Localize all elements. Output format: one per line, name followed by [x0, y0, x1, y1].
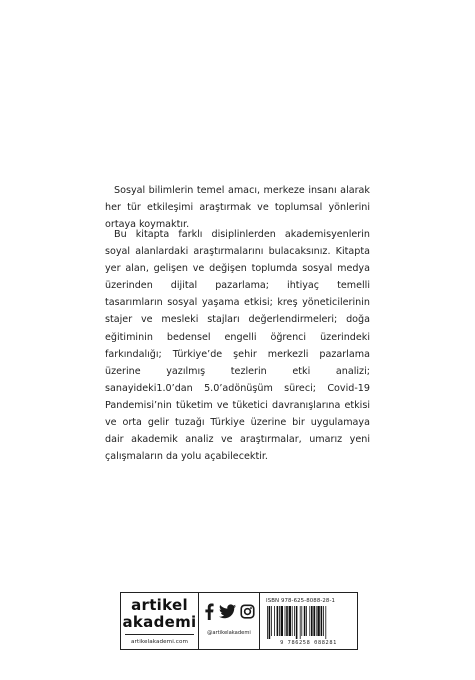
barcode — [266, 606, 350, 639]
barcode-bar — [311, 606, 313, 636]
barcode-bar — [292, 606, 293, 636]
paragraph-1: Sosyal bilimlerin temel amacı, merkeze insanı alarak her tür etkileşimi araştırmak ve toplumsal yönlerini ortaya koymaktır. — [105, 185, 370, 231]
barcode-bar — [277, 606, 279, 636]
barcode-bar — [289, 606, 291, 636]
logo-text-top: artikel — [131, 596, 188, 614]
barcode-bar — [323, 606, 324, 636]
barcode-bar — [286, 606, 288, 636]
barcode-bar — [279, 606, 280, 636]
logo-divider — [125, 634, 194, 635]
barcode-bar — [274, 606, 275, 636]
publisher-footer — [120, 592, 358, 650]
facebook-icon — [203, 603, 215, 624]
barcode-bar — [285, 606, 286, 636]
barcode-bar — [267, 606, 268, 639]
instagram-icon — [240, 604, 255, 623]
barcode-digits: 9 786258 088281 — [280, 640, 337, 646]
barcode-bar — [281, 606, 283, 636]
paragraph-2: Bu kitapta farklı disiplinlerden akademisyenlerin soyal alanlardaki araştırmalarını bulacaksınız. Kitapta yer alan, gelişen ve değişen toplumda sosyal medya üzerinden dijital pazarlama; ihtiyaç temelli tasarımların sosyal yaşama etkisi; kreş yöneticilerinin stajer ve mesleki stajları değerlendirmeleri; doğa eğitiminin bedensel engelli öğrenci üzerindeki farkındalığı; Türkiye’de şehir merkezli pazarlama üzerine yazılmış tezlerin etki analizi; sanayideki1.0’dan 5.0’adönüşüm süreci; Covid-19 Pandemisi’nin tüketim ve tüketici davranışlarına etkisi ve orta gelir tuzağı Türkiye üzerine bir uygulamaya dair akademik analiz ve araştırmalar, umarız yeni çalışmaların da yolu açabilecektir. — [105, 229, 370, 463]
social-media-box — [198, 592, 260, 650]
social-icons — [199, 603, 259, 624]
social-handle: @artikelakademi — [207, 630, 251, 636]
barcode-bar — [271, 606, 272, 636]
publisher-logo — [120, 592, 198, 650]
barcode-bar — [301, 606, 302, 636]
barcode-bar — [313, 606, 315, 636]
barcode-bar — [309, 606, 310, 636]
barcode-bar — [269, 606, 271, 639]
barcode-bar — [306, 606, 307, 636]
barcode-bar — [300, 606, 301, 639]
isbn-number: ISBN 978-625-8088-28-1 — [266, 598, 336, 604]
barcode-bar — [321, 606, 323, 636]
logo-text-bottom: akademi — [122, 613, 197, 631]
barcode-bar — [294, 606, 295, 636]
twitter-icon — [219, 604, 236, 623]
isbn-box — [260, 592, 358, 650]
barcode-bar — [304, 606, 306, 636]
barcode-bar — [316, 606, 317, 636]
barcode-bar — [296, 606, 298, 639]
summary-paragraph — [105, 226, 370, 465]
barcode-bar — [317, 606, 319, 636]
publisher-url: artikelakademi.com — [130, 639, 189, 645]
barcode-bar — [325, 606, 326, 639]
